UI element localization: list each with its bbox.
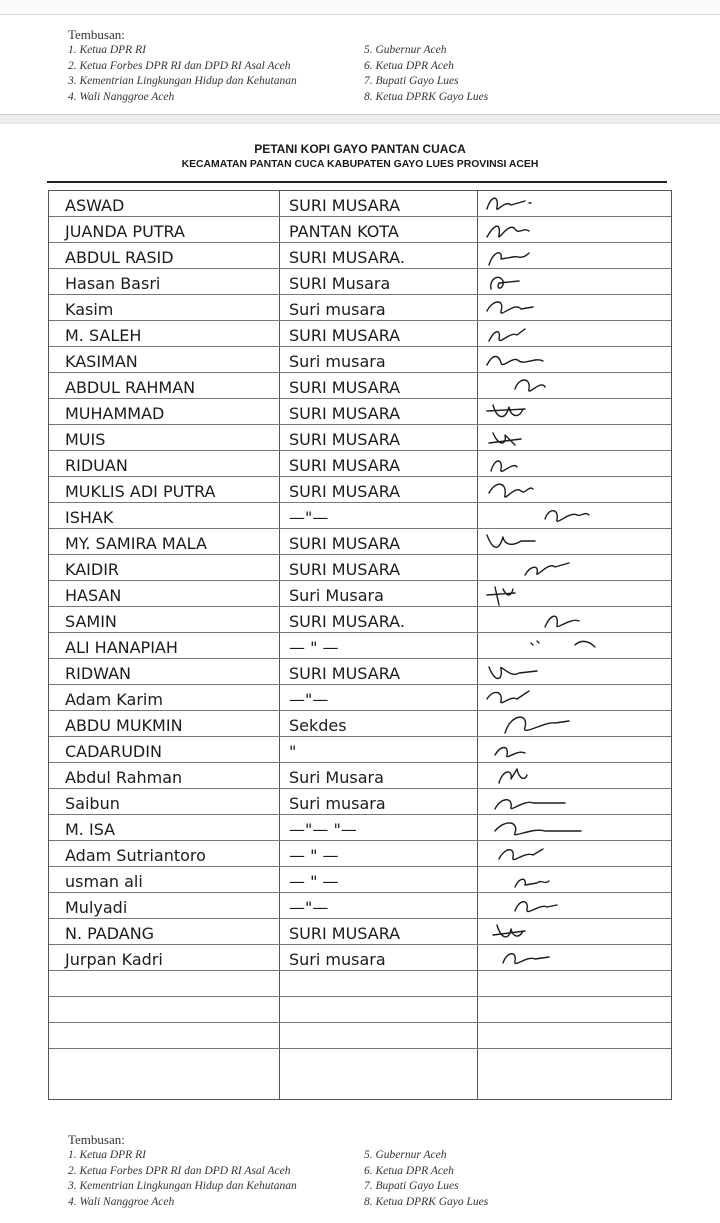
signature-mark <box>485 375 605 399</box>
attendee-village: —"— "— <box>289 820 357 839</box>
table-row <box>49 1023 671 1049</box>
attendee-village: Sekdes <box>289 716 347 735</box>
signature-mark <box>485 739 605 763</box>
signature-mark <box>485 531 605 555</box>
table-row <box>49 815 671 841</box>
tembusan-item: 5. Gubernur Aceh <box>364 44 447 56</box>
attendee-name: Adam Sutriantoro <box>65 846 206 865</box>
signature-mark <box>485 427 605 451</box>
attendee-name: N. PADANG <box>65 924 155 943</box>
attendee-name: MY. SAMIRA MALA <box>65 534 207 553</box>
attendee-name: RIDUAN <box>65 456 128 475</box>
document-title: PETANI KOPI GAYO PANTAN CUACA <box>254 142 466 156</box>
attendee-village: SURI MUSARA <box>289 456 401 475</box>
attendee-name: ABDUL RAHMAN <box>65 378 196 397</box>
signature-mark <box>485 479 605 503</box>
attendee-name: Hasan Basri <box>65 274 161 293</box>
table-row <box>49 997 671 1023</box>
attendee-village: SURI Musara <box>289 274 391 293</box>
attendee-name: HASAN <box>65 586 122 605</box>
attendee-name: M. ISA <box>65 820 116 839</box>
attendee-village: —"— <box>289 508 329 527</box>
signature-mark <box>485 297 605 321</box>
document-subtitle: KECAMATAN PANTAN CUCA KABUPATEN GAYO LUES PROVINSI ACEH <box>181 159 539 170</box>
attendee-village: Suri musara <box>289 352 386 371</box>
attendee-name: JUANDA PUTRA <box>65 222 185 241</box>
attendee-name: MUIS <box>65 430 106 449</box>
tembusan-item: 3. Kementrian Lingkungan Hidup dan Kehutanan <box>68 1180 297 1193</box>
attendee-village: Suri Musara <box>289 768 384 787</box>
tembusan-item: 5. Gubernur Aceh <box>364 1149 447 1161</box>
table-row <box>49 763 671 789</box>
tembusan-item: 2. Ketua Forbes DPR RI dan DPD RI Asal Aceh <box>68 59 291 72</box>
table-row <box>49 633 671 659</box>
signature-mark <box>485 661 605 685</box>
attendee-name: KASIMAN <box>65 352 138 371</box>
table-row <box>49 451 671 477</box>
signature-mark <box>485 921 605 945</box>
attendee-name: MUHAMMAD <box>65 404 165 423</box>
table-row <box>49 867 671 893</box>
table-row <box>49 581 671 607</box>
attendee-village: — " — <box>289 846 339 865</box>
attendee-village: Suri Musara <box>289 586 384 605</box>
tembusan-item: 8. Ketua DPRK Gayo Lues <box>364 1195 489 1208</box>
attendee-village: Suri musara <box>289 300 386 319</box>
attendee-village: SURI MUSARA <box>289 560 401 579</box>
tembusan-item: 6. Ketua DPR Aceh <box>364 59 454 72</box>
attendee-village: SURI MUSARA <box>289 664 401 683</box>
attendee-name: CADARUDIN <box>65 742 162 761</box>
table-row <box>49 373 671 399</box>
table-row <box>49 841 671 867</box>
table-row <box>49 243 671 269</box>
tembusan-left-column <box>68 43 364 105</box>
table-row <box>49 971 671 997</box>
tembusan-item: 1. Ketua DPR RI <box>68 44 146 56</box>
attendee-village: Suri musara <box>289 794 386 813</box>
table-row <box>49 347 671 373</box>
attendee-village: " <box>289 742 297 761</box>
table-row <box>49 659 671 685</box>
tembusan-top <box>68 27 668 105</box>
table-row <box>49 737 671 763</box>
attendee-village: SURI MUSARA. <box>289 248 405 267</box>
tembusan-item: 6. Ketua DPR Aceh <box>364 1164 454 1177</box>
tembusan-heading: Tembusan: <box>68 1132 125 1147</box>
signature-table <box>48 190 672 1100</box>
signature-mark <box>485 349 605 373</box>
signature-mark <box>485 505 605 529</box>
signature-mark <box>485 323 605 347</box>
table-row <box>49 295 671 321</box>
tembusan-item: 7. Bupati Gayo Lues <box>364 1180 459 1193</box>
title-underline <box>47 181 667 183</box>
attendee-village: SURI MUSARA <box>289 196 401 215</box>
tembusan-right-column <box>364 1148 660 1210</box>
attendee-name: ISHAK <box>65 508 114 527</box>
table-row <box>49 607 671 633</box>
page-divider <box>0 114 720 124</box>
page-top-edge <box>0 0 720 15</box>
table-row <box>49 191 671 217</box>
attendee-village: SURI MUSARA. <box>289 612 405 631</box>
signature-mark <box>485 583 605 607</box>
signature-mark <box>485 947 605 971</box>
table-row <box>49 217 671 243</box>
attendee-village: SURI MUSARA <box>289 482 401 501</box>
attendee-name: ASWAD <box>65 196 125 215</box>
attendee-name: Mulyadi <box>65 898 128 917</box>
attendee-village: — " — <box>289 872 339 891</box>
attendee-name: Saibun <box>65 794 120 813</box>
attendee-name: ABDU MUKMIN <box>65 716 183 735</box>
table-row <box>49 893 671 919</box>
attendee-village: PANTAN KOTA <box>289 222 399 241</box>
signature-mark <box>485 557 605 581</box>
attendee-village: SURI MUSARA <box>289 430 401 449</box>
attendee-name: Adam Karim <box>65 690 163 709</box>
attendee-name: usman ali <box>65 872 143 891</box>
attendee-village: SURI MUSARA <box>289 378 401 397</box>
signature-mark <box>485 765 605 789</box>
table-row <box>49 555 671 581</box>
attendee-village: SURI MUSARA <box>289 326 401 345</box>
table-row <box>49 789 671 815</box>
attendee-name: Kasim <box>65 300 114 319</box>
attendee-village: —"— <box>289 898 329 917</box>
tembusan-item: 3. Kementrian Lingkungan Hidup dan Kehutanan <box>68 75 297 88</box>
signature-mark <box>485 609 605 633</box>
attendee-village: — " — <box>289 638 339 657</box>
signature-mark <box>485 895 605 919</box>
signature-mark <box>485 817 605 841</box>
tembusan-item: 4. Wali Nanggroe Aceh <box>68 1195 175 1208</box>
signature-mark <box>485 635 605 659</box>
tembusan-item: 2. Ketua Forbes DPR RI dan DPD RI Asal Aceh <box>68 1164 291 1177</box>
tembusan-item: 4. Wali Nanggroe Aceh <box>68 90 175 103</box>
attendee-village: SURI MUSARA <box>289 534 401 553</box>
attendee-name: ALI HANAPIAH <box>65 638 178 657</box>
table-row <box>49 399 671 425</box>
table-row <box>49 269 671 295</box>
table-row <box>49 919 671 945</box>
attendee-name: ABDUL RASID <box>65 248 174 267</box>
attendee-village: SURI MUSARA <box>289 404 401 423</box>
tembusan-right-column <box>364 43 660 105</box>
signature-mark <box>485 791 605 815</box>
tembusan-bottom <box>68 1132 668 1210</box>
table-row <box>49 685 671 711</box>
attendee-village: SURI MUSARA <box>289 924 401 943</box>
attendee-name: Jurpan Kadri <box>65 950 163 969</box>
signature-mark <box>485 245 605 269</box>
attendee-name: KAIDIR <box>65 560 120 579</box>
table-row <box>49 425 671 451</box>
tembusan-item: 7. Bupati Gayo Lues <box>364 75 459 88</box>
table-row <box>49 321 671 347</box>
attendee-village: Suri musara <box>289 950 386 969</box>
signature-mark <box>485 843 605 867</box>
table-row <box>49 711 671 737</box>
attendee-name: RIDWAN <box>65 664 132 683</box>
signature-mark <box>485 219 605 243</box>
attendee-village: —"— <box>289 690 329 709</box>
tembusan-item: 1. Ketua DPR RI <box>68 1149 146 1161</box>
signature-mark <box>485 453 605 477</box>
table-row <box>49 477 671 503</box>
attendee-name: Abdul Rahman <box>65 768 183 787</box>
attendee-name: SAMIN <box>65 612 117 631</box>
tembusan-item: 8. Ketua DPRK Gayo Lues <box>364 90 489 103</box>
table-row <box>49 503 671 529</box>
table-row <box>49 529 671 555</box>
signature-mark <box>485 401 605 425</box>
signature-mark <box>485 271 605 295</box>
attendee-name: M. SALEH <box>65 326 142 345</box>
signature-mark <box>485 713 605 737</box>
tembusan-left-column <box>68 1148 364 1210</box>
table-row <box>49 945 671 971</box>
tembusan-heading: Tembusan: <box>68 27 125 42</box>
signature-mark <box>485 869 605 893</box>
signature-mark <box>485 687 605 711</box>
attendee-name: MUKLIS ADI PUTRA <box>65 482 216 501</box>
signature-mark <box>485 193 605 217</box>
